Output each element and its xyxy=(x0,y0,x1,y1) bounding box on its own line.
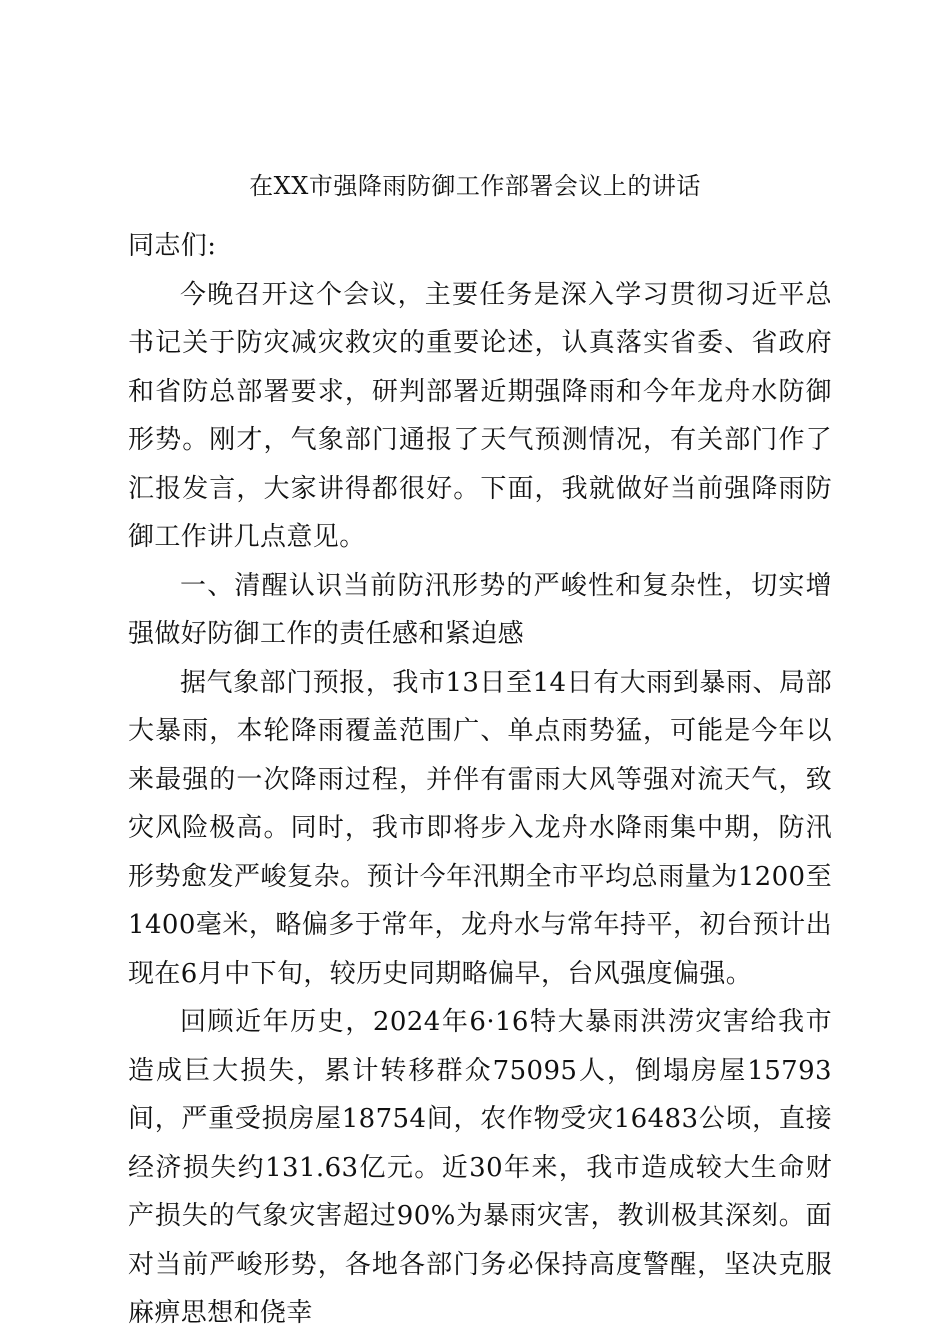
paragraph-forecast: 据气象部门预报，我市13日至14日有大雨到暴雨、局部大暴雨，本轮降雨覆盖范围广、单点雨势猛，可能是今年以来最强的一次降雨过程，并伴有雷雨大风等强对流天气，致灾风险极高。同时，我市即将步入龙舟水降雨集中期，防汛形势愈发严峻复杂。预计今年汛期全市平均总雨量为1200至1400毫米，略偏多于常年，龙舟水与常年持平，初台预计出现在6月中下旬，较历史同期略偏早，台风强度偏强。 xyxy=(128,667,832,989)
document-title: 在XX市强降雨防御工作部署会议上的讲话 xyxy=(249,172,701,200)
paragraph-history: 回顾近年历史，2024年6·16特大暴雨洪涝灾害给我市造成巨大损失，累计转移群众75095人，倒塌房屋15793间，严重受损房屋18754间，农作物受灾16483公顷，直接经济损失约131.63亿元。近30年来，我市造成较大生命财产损失的气象灾害超过90%为暴雨灾害，教训极其深刻。面对当前严峻形势，各地各部门务必保持高度警醒，坚决克服麻痹思想和侥幸 xyxy=(128,1007,832,1328)
salutation: 同志们: xyxy=(128,231,217,261)
paragraph-opening: 今晚召开这个会议，主要任务是深入学习贯彻习近平总书记关于防灾减灾救灾的重要论述，认真落实省委、省政府和省防总部署要求，研判部署近期强降雨和今年龙舟水防御形势。刚才，气象部门通报了天气预测情况，有关部门作了汇报发言，大家讲得都很好。下面，我就做好当前强降雨防御工作讲几点意见。 xyxy=(128,279,832,552)
document-body xyxy=(128,222,832,1338)
section-heading-1: 一、清醒认识当前防汛形势的严峻性和复杂性，切实增强做好防御工作的责任感和紧迫感 xyxy=(128,570,832,649)
